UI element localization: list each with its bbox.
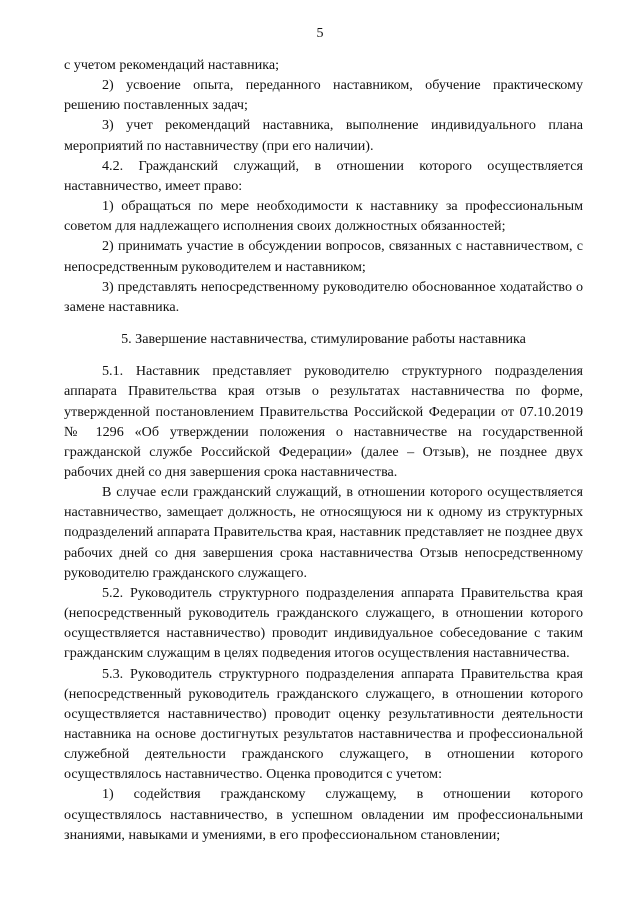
paragraph-4-2: 4.2. Гражданский служащий, в отношении которого осуществляется наставничество, имеет право: <box>64 157 583 194</box>
document-body <box>64 55 583 845</box>
paragraph-recommendations: с учетом рекомендаций наставника; <box>64 57 280 73</box>
paragraph-5-3: 5.3. Руководитель структурного подразделения аппарата Правительства края (непосредственный руководитель гражданского служащего, в отношении которого осуществляется наставничество) проводит оценку результативности деятельности наставника на основе достигнутых результатов наставничества и профессиональной служебной деятельности гражданского служащего, в отношении которого осуществлялось наставничество. Оценка проводится с учетом: <box>64 665 583 783</box>
paragraph-right-1: 1) обращаться по мере необходимости к наставнику за профессиональным советом для надлежащего исполнения своих должностных обязанностей; <box>64 198 583 235</box>
paragraph-5-1-case: В случае если гражданский служащий, в отношении которого осуществляется наставничество, замещает должность, не относящуюся ни к одному из структурных подразделений аппарата Правительства края, наставник представляет не позднее двух рабочих дней со дня завершения срока наставничества Отзыв непосредственному руководителю гражданского служащего. <box>64 484 583 581</box>
paragraph-right-3: 3) представлять непосредственному руководителю обоснованное ходатайство о замене наставника. <box>64 278 583 315</box>
paragraph-5-1: 5.1. Наставник представляет руководителю структурного подразделения аппарата Правительства края отзыв о результатах наставничества по форме, утвержденной постановлением Правительства Российской Федерации от 07.10.2019 № 1296 «Об утверждении положения о наставничестве на государственной гражданской службе Российской Федерации» (далее – Отзыв), не позднее двух рабочих дней со дня завершения срока наставничества. <box>64 363 583 480</box>
page-number: 5 <box>316 26 324 41</box>
paragraph-right-2: 2) принимать участие в обсуждении вопросов, связанных с наставничеством, с непосредственным руководителем и наставником; <box>64 238 583 275</box>
paragraph-item-3: 3) учет рекомендаций наставника, выполнение индивидуального плана мероприятий по наставничеству (при его наличии). <box>64 117 583 154</box>
paragraph-5-2: 5.2. Руководитель структурного подразделения аппарата Правительства края (непосредственный руководитель гражданского служащего, в отношении которого осуществляется наставничество) проводит индивидуальное собеседование с таким гражданским служащим в целях подведения итогов осуществления наставничества. <box>64 584 583 662</box>
section-heading: 5. Завершение наставничества, стимулирование работы наставника <box>121 331 526 348</box>
paragraph-5-3-item-1: 1) содействия гражданскому служащему, в отношении которого осуществлялось наставничество, в успешном овладении им профессиональными знаниями, навыками и умениями, в его профессиональном становлении; <box>64 786 583 843</box>
paragraph-item-2: 2) усвоение опыта, переданного наставником, обучение практическому решению поставленных задач; <box>64 77 583 114</box>
